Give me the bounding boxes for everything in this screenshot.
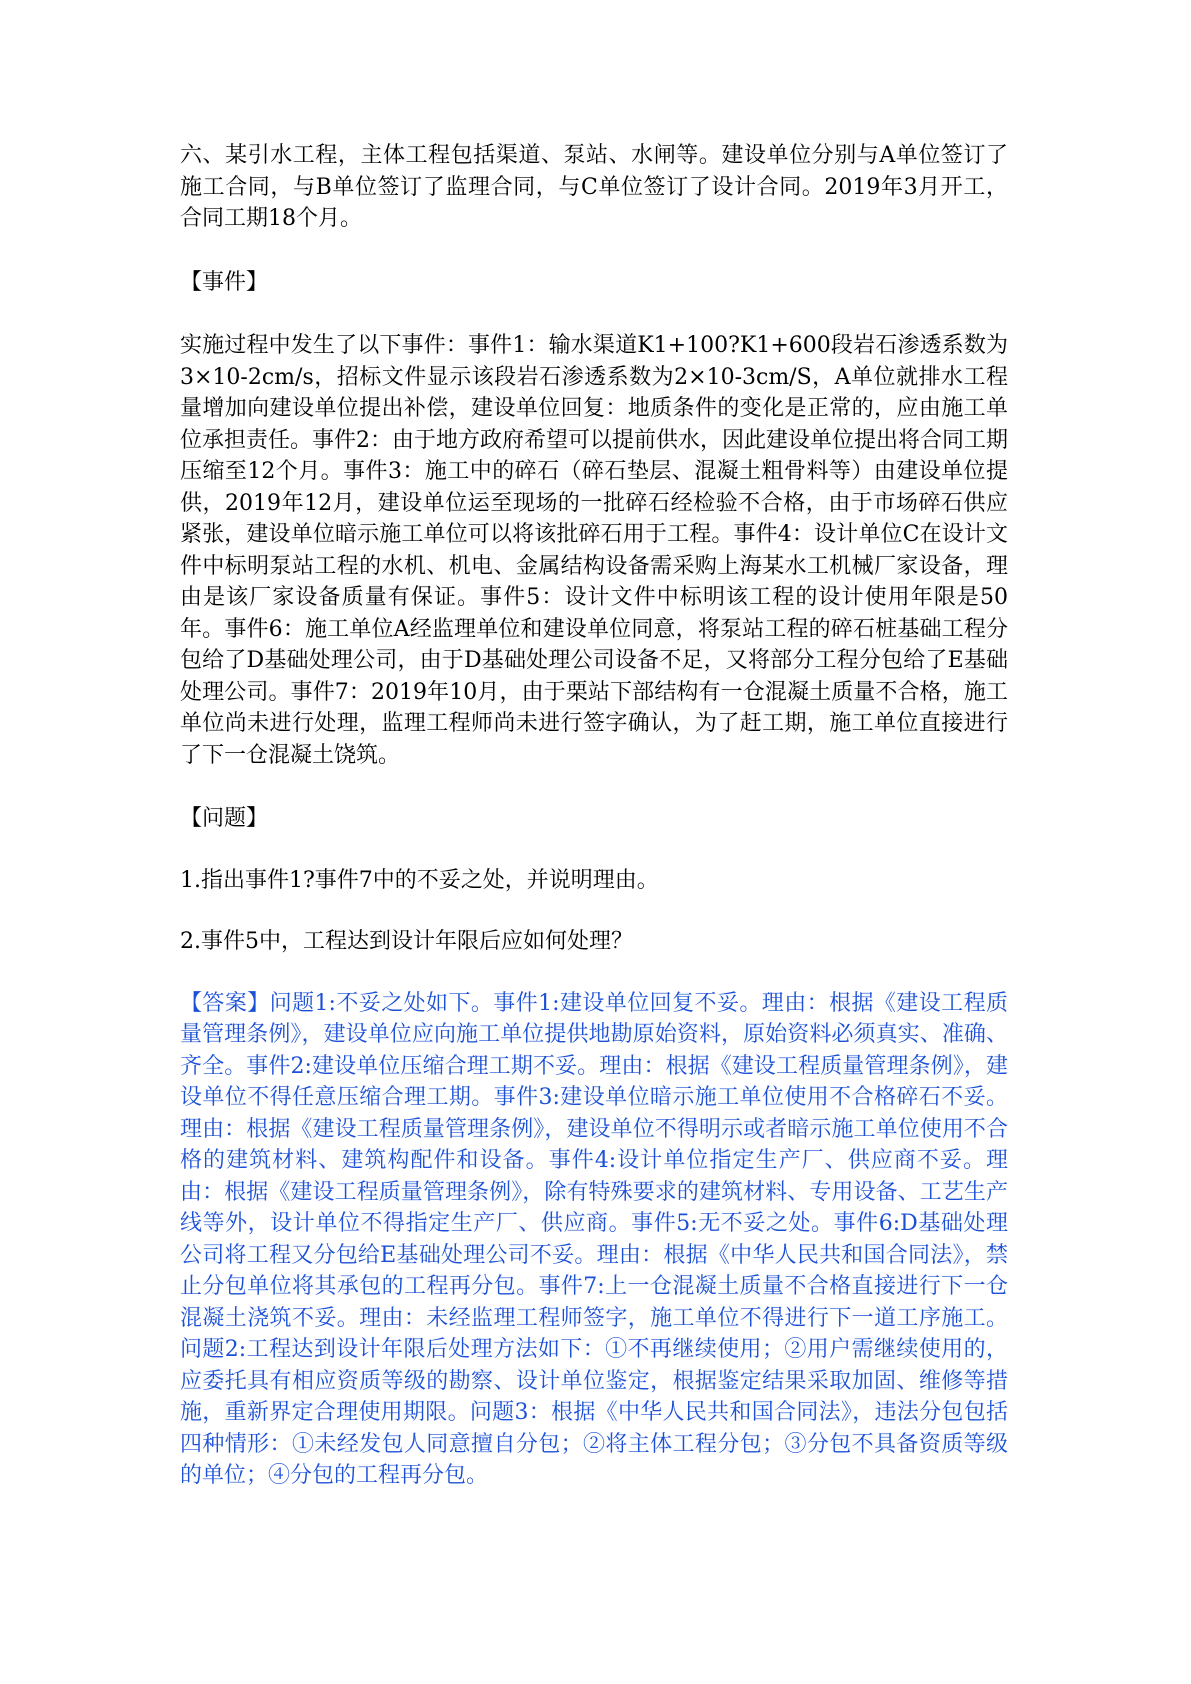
document-page (180, 140, 1008, 1492)
questions-heading: 【问题】 (180, 806, 269, 831)
question-1: 1.指出事件1?事件7中的不妥之处，并说明理由。 (180, 867, 659, 893)
events-text: 实施过程中发生了以下事件：事件1：输水渠道K1+100?K1+600段岩石渗透系数为3×10-2cm/s，招标文件显示该段岩石渗透系数为2×10-3cm/S，A单位就排水工程量增加向建设单位提出补偿，建设单位回复：地质条件的变化是正常的，应由施工单位承担责任。事件2：由于地方政府希望可以提前供水，因此建设单位提出将合同工期压缩至12个月。事件3：施工中的碎石（碎石垫层、混凝土粗骨料等）由建设单位提供，2019年12月，建设单位运至现场的一批碎石经检验不合格，由于市场碎石供应紧张，建设单位暗示施工单位可以将该批碎石用于工程。事件4：设计单位C在设计文件中标明泵站工程的水机、机电、金属结构设备需采购上海某水工机械厂家设备，理由是该厂家设备质量有保证。事件5：设计文件中标明该工程的设计使用年限是50年。事件6：施工单位A经监理单位和建设单位同意，将泵站工程的碎石桩基础工程分包给了D基础处理公司，由于D基础处理公司设备不足，又将部分工程分包给了E基础处理公司。事件7：2019年10月，由于栗站下部结构有一仓混凝土质量不合格，施工单位尚未进行处理，监理工程师尚未进行签字确认，为了赶工期，施工单位直接进行了下一仓混凝土饶筑。 (180, 333, 1008, 768)
answer-text: 【答案】问题1:不妥之处如下。事件1:建设单位回复不妥。理由：根据《建设工程质量管理条例》，建设单位应向施工单位提供地勘原始资料，原始资料必须真实、准确、齐全。事件2:建设单位压缩合理工期不妥。理由：根据《建设工程质量管理条例》，建设单位不得任意压缩合理工期。事件3:建设单位暗示施工单位使用不合格碎石不妥。理由：根据《建设工程质量管理条例》，建设单位不得明示或者暗示施工单位使用不合格的建筑材料、建筑构配件和设备。事件4:设计单位指定生产厂、供应商不妥。理由：根据《建设工程质量管理条例》，除有特殊要求的建筑材料、专用设备、工艺生产线等外，设计单位不得指定生产厂、供应商。事件5:无不妥之处。事件6:D基础处理公司将工程又分包给E基础处理公司不妥。理由：根据《中华人民共和国合同法》，禁止分包单位将其承包的工程再分包。事件7:上一仓混凝土质量不合格直接进行下一仓混凝土浇筑不妥。理由：未经监理工程师签字，施工单位不得进行下一道工序施工。问题2:工程达到设计年限后处理方法如下：①不再继续使用；②用户需继续使用的，应委托具有相应资质等级的勘察、设计单位鉴定，根据鉴定结果采取加固、维修等措施，重新界定合理使用期限。问题3：根据《中华人民共和国合同法》，违法分包包括四种情形：①未经发包人同意擅自分包；②将主体工程分包；③分包不具备资质等级的单位；④分包的工程再分包。 (180, 990, 1008, 1488)
question-2: 2.事件5中，工程达到设计年限后应如何处理？ (180, 929, 633, 954)
question-intro: 六、某引水工程，主体工程包括渠道、泵站、水闸等。建设单位分别与A单位签订了施工合同，与B单位签订了监理合同，与C单位签订了设计合同。2019年3月开工，合同工期18个月。 (180, 143, 1008, 231)
events-heading: 【事件】 (180, 269, 269, 295)
